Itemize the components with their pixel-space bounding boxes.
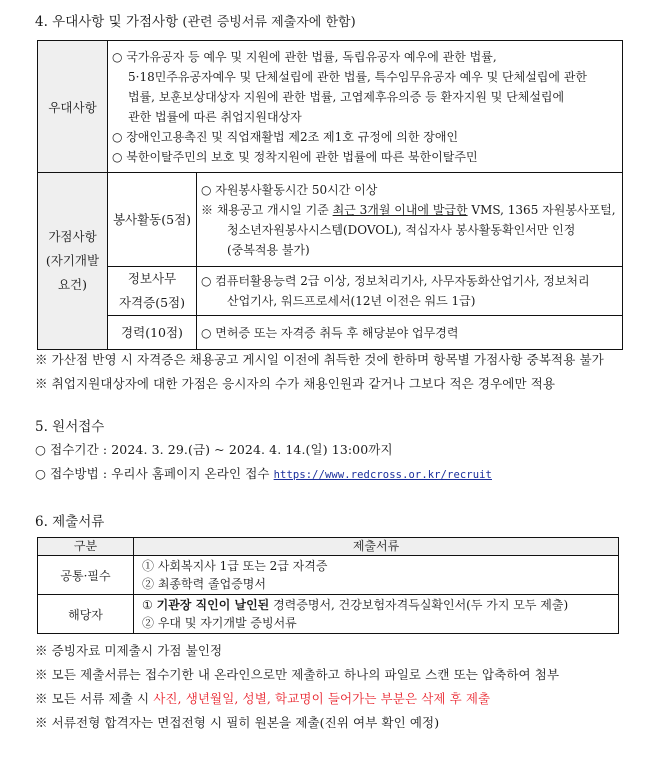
bonus-content-career — [197, 316, 623, 350]
document-item: ② 최종학력 졸업증명서 — [142, 577, 266, 591]
section-4-subtitle: (관련 증빙서류 제출자에 한함) — [182, 15, 356, 30]
bonus-label-line: 요건) — [57, 277, 88, 292]
bonus-note: ※ 가산점 반영 시 자격증은 채용공고 게시일 이전에 취득한 것에 한하며 항목별 가점사항 중복적용 불가 — [35, 352, 604, 367]
bonus-note: ※ 취업지원대상자에 대한 가점은 응시자의 수가 채용인원과 같거나 그보다 적은 경우에만 적용 — [35, 376, 556, 391]
bonus-row-career — [38, 316, 623, 350]
bonus-line: 산업기사, 워드프로세서(12년 이전은 워드 1급) — [227, 294, 476, 308]
text-segment: ※ 모든 서류 제출 시 — [35, 691, 154, 706]
preference-content — [108, 41, 623, 173]
document-item: ① 사회복지사 1급 또는 2급 자격증 — [142, 559, 328, 573]
bonus-line: ○ 컴퓨터활용능력 2급 이상, 정보처리기사, 사무자동화산업기사, 정보처리 — [201, 274, 590, 288]
document-note — [35, 689, 490, 707]
bonus-content-volunteer — [197, 173, 623, 267]
documents-table-header — [38, 538, 619, 556]
preference-line: 관한 법률에 따른 취업지원대상자 — [128, 109, 302, 124]
bonus-row-it-cert — [38, 267, 623, 316]
preference-row — [38, 41, 623, 173]
section-4-title — [35, 10, 356, 30]
text-segment: 경력증명서, 건강보험자격득실확인서(두 가지 모두 제출) — [269, 598, 569, 612]
bonus-line: 청소년자원봉사시스템(DOVOL), 적십자사 봉사활동확인서만 인정 — [227, 222, 576, 237]
bonus-line: ○ 면허증 또는 자격증 취득 후 해당분야 업무경력 — [201, 325, 459, 340]
row-documents — [134, 595, 619, 634]
preference-line: ○ 장애인고용촉진 및 직업재활법 제2조 제1호 규정에 의한 장애인 — [112, 129, 459, 144]
application-period: ○ 접수기간 : 2024. 3. 29.(금) ~ 2024. 4. 14.(일) 13:00까지 — [35, 442, 393, 457]
text-segment: VMS, 1365 자원봉사포털, — [467, 202, 616, 217]
header-documents: 제출서류 — [134, 538, 619, 556]
row-category: 해당자 — [38, 595, 134, 634]
preference-line: 법률, 보훈보상대상자 지원에 관한 법률, 고엽제후유의증 등 환자지원 및 단체설립에 — [128, 89, 565, 104]
section-6-title: 6. 제출서류 — [35, 514, 105, 530]
bonus-line: ○ 자원봉사활동시간 50시간 이상 — [201, 182, 378, 197]
bonus-label — [38, 173, 108, 350]
section-5-title: 5. 원서접수 — [35, 419, 105, 435]
document-note: ※ 서류전형 합격자는 면접전형 시 필히 원본을 제출(진위 여부 확인 예정) — [35, 715, 440, 730]
bonus-label-line: 가점사항 — [48, 229, 97, 244]
bonus-content-it-cert — [197, 267, 623, 316]
documents-table — [37, 537, 619, 634]
category-line: 자격증(5점) — [118, 295, 185, 310]
bonus-category-career: 경력(10점) — [108, 316, 197, 350]
recruit-link[interactable]: https://www.redcross.or.kr/recruit — [273, 469, 492, 481]
preference-line: ○ 국가유공자 등 예우 및 지원에 관한 법률, 독립유공자 예우에 관한 법률, — [112, 49, 497, 64]
text-segment: ① — [142, 598, 157, 612]
text-segment: ※ 채용공고 개시일 기준 — [201, 202, 333, 217]
bonus-line: (중복적용 불가) — [227, 242, 310, 257]
category-line: 정보사무 — [127, 271, 177, 286]
bonus-row-volunteer — [38, 173, 623, 267]
table-row — [38, 556, 619, 595]
bonus-category-volunteer: 봉사활동(5점) — [108, 173, 197, 267]
preference-bonus-table — [37, 40, 623, 350]
bold-text: 기관장 직인이 날인된 — [156, 598, 270, 612]
preference-label: 우대사항 — [38, 41, 108, 173]
document-item: ② 우대 및 자기개발 증빙서류 — [142, 616, 297, 630]
application-method-label: ○ 접수방법 : 우리사 홈페이지 온라인 접수 — [35, 466, 270, 481]
document-note: ※ 모든 제출서류는 접수기한 내 온라인으로만 제출하고 하나의 파일로 스캔 또는 압축하여 첨부 — [35, 667, 560, 682]
underlined-text: 최근 3개월 이내에 발급한 — [332, 202, 468, 217]
row-documents — [134, 556, 619, 595]
bonus-category-it-cert — [108, 267, 197, 316]
bonus-label-line: (자기개발 — [45, 253, 100, 268]
red-warning-text: 사진, 생년월일, 성별, 학교명이 들어가는 부분은 삭제 후 제출 — [153, 691, 491, 706]
table-row — [38, 595, 619, 634]
preference-line: 5·18민주유공자예우 및 단체설립에 관한 법률, 특수임무유공자 예우 및 단체설립에 관한 — [128, 69, 587, 84]
application-method — [35, 464, 492, 482]
bonus-line — [201, 200, 622, 220]
document-note: ※ 증빙자료 미제출시 가점 불인정 — [35, 643, 223, 658]
header-category: 구분 — [38, 538, 134, 556]
document-item — [134, 596, 618, 614]
row-category: 공통·필수 — [38, 556, 134, 595]
section-4-heading: 4. 우대사항 및 가점사항 — [35, 14, 179, 30]
preference-line: ○ 북한이탈주민의 보호 및 정착지원에 관한 법률에 따른 북한이탈주민 — [112, 149, 478, 164]
